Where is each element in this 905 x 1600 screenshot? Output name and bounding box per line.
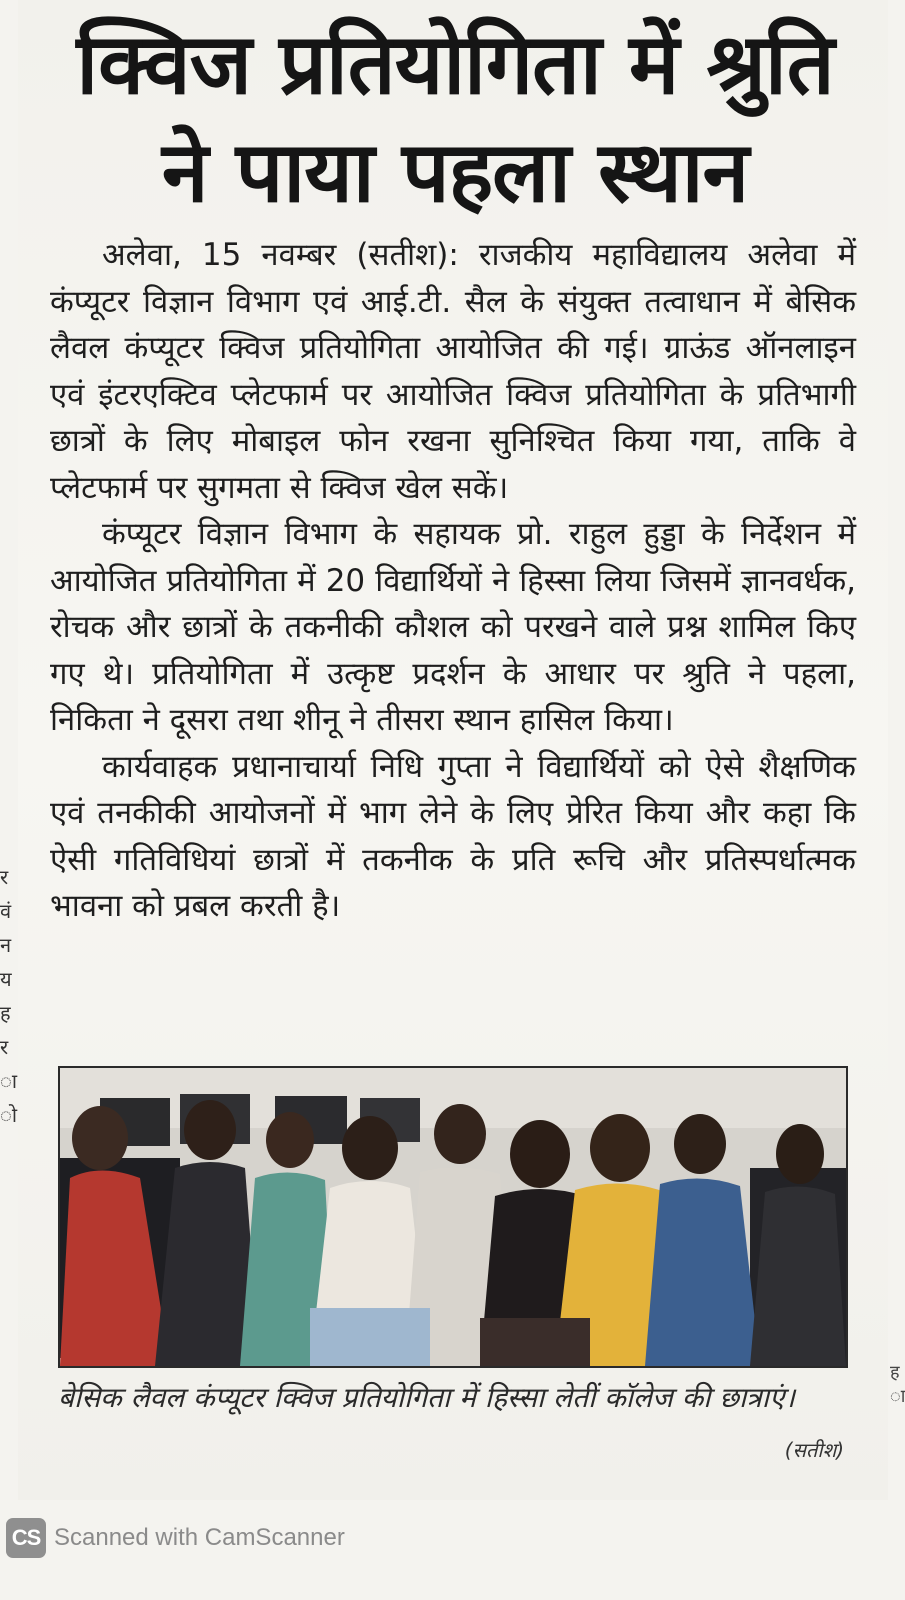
- article-body: [50, 232, 856, 930]
- article-paragraph: अलेवा, 15 नवम्बर (सतीश): राजकीय महाविद्यालय अलेवा में कंप्यूटर विज्ञान विभाग एवं आई.टी. सैल के संयुक्त तत्वाधान में बेसिक लैवल कंप्यूटर क्विज प्रतियोगिता आयोजित की गई। ग्राऊंड ऑनलाइन एवं इंटरएक्टिव प्लेटफार्म पर आयोजित क्विज प्रतियोगिता के प्रतिभागी छात्रों के लिए मोबाइल फोन रखना सुनिश्चित किया गया, ताकि वे प्लेटफार्म पर सुगमता से क्विज खेल सकें।: [50, 237, 856, 506]
- photo-caption: बेसिक लैवल कंप्यूटर क्विज प्रतियोगिता में हिस्सा लेतीं कॉलेज की छात्राएं।: [58, 1381, 796, 1414]
- adjacent-column-fragment-left: र वं न य ह र ा ो: [0, 865, 18, 1127]
- article-headline: क्विज प्रतियोगिता में श्रुति ने पाया पहला स्थान: [76, 15, 834, 221]
- camscanner-watermark: [6, 1518, 345, 1558]
- article-paragraph: कार्यवाहक प्रधानाचार्या निधि गुप्ता ने विद्यार्थियों को ऐसे शैक्षणिक एवं तनकीकी आयोजनों में भाग लेने के लिए प्रेरित किया और कहा कि ऐसी गतिविधियां छात्रों में तकनीक के प्रति रूचि और प्रतिस्पर्धात्मक भावना को प्रबल करती है।: [50, 748, 856, 924]
- adjacent-column-fragment-right: ह ा: [890, 1362, 905, 1407]
- article-paragraph: कंप्यूटर विज्ञान विभाग के सहायक प्रो. राहुल हुड्डा के निर्देशन में आयोजित प्रतियोगिता में 20 विद्यार्थियों ने हिस्सा लिया जिसमें ज्ञानवर्धक, रोचक और छात्रों के तकनीकी कौशल को परखने वाले प्रश्न शामिल किए गए थे। प्रतियोगिता में उत्कृष्ट प्रदर्शन के आधार पर श्रुति ने पहला, निकिता ने दूसरा तथा शीनू ने तीसरा स्थान हासिल किया।: [50, 516, 856, 738]
- article-photo: [58, 1066, 848, 1368]
- watermark-text: Scanned with CamScanner: [54, 1524, 345, 1551]
- camscanner-logo-icon: CS: [6, 1518, 46, 1558]
- photo-credit: (सतीश): [784, 1438, 844, 1462]
